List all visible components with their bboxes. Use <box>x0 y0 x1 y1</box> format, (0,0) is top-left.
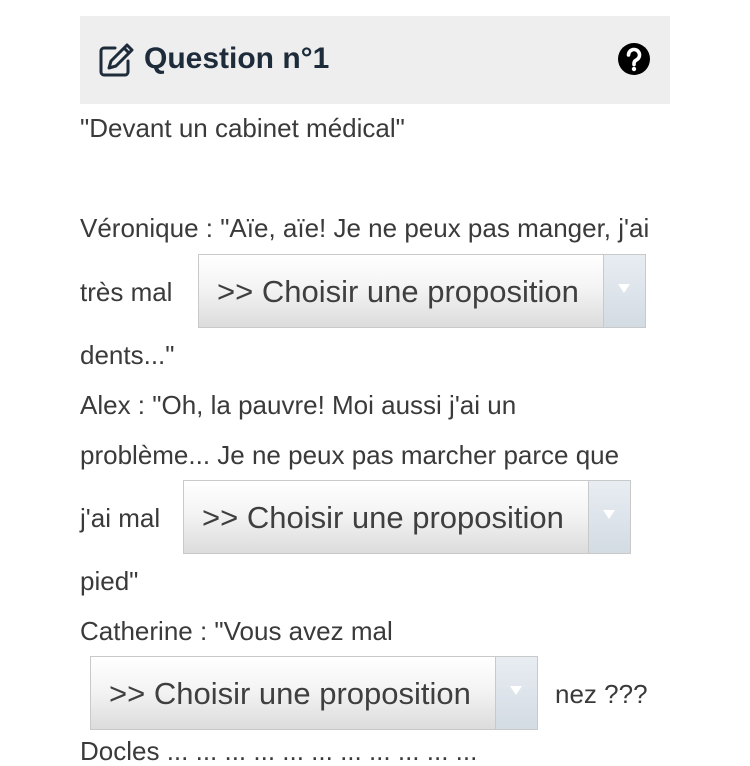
dialogue-intro: "Devant un cabinet médical" <box>80 113 405 143</box>
dialogue-line: nez ??? <box>555 679 648 709</box>
dialogue-line: Véronique : "Aïe, aïe! Je ne peux pas manger, j'ai <box>80 213 650 243</box>
dialogue-line: pied" <box>80 566 139 596</box>
answer-select-3[interactable] <box>90 656 538 730</box>
question-title: Question n°1 <box>144 42 330 75</box>
help-icon[interactable] <box>617 42 651 76</box>
dialogue-line: problème... Je ne peux pas marcher parce que <box>80 440 620 470</box>
edit-icon <box>99 43 135 77</box>
dialogue-line: très mal <box>80 277 173 307</box>
dialogue-line: j'ai mal <box>80 503 161 533</box>
dropdown-arrow-icon[interactable] <box>603 255 645 327</box>
dropdown-arrow-icon[interactable] <box>588 481 630 553</box>
dialogue-line-partial: Docles ... ... ... ... ... ... ... ... ... ... ... <box>80 736 478 766</box>
dialogue-line: Catherine : "Vous avez mal <box>80 616 393 646</box>
select-label: >> Choisir une proposition <box>109 676 471 711</box>
dropdown-arrow-icon[interactable] <box>495 657 537 729</box>
select-label: >> Choisir une proposition <box>217 274 579 309</box>
dialogue-line: dents..." <box>80 340 175 370</box>
question-header <box>80 16 670 104</box>
answer-select-2[interactable] <box>183 480 631 554</box>
answer-select-1[interactable] <box>198 254 646 328</box>
select-label: >> Choisir une proposition <box>202 500 564 535</box>
dialogue-line: Alex : "Oh, la pauvre! Moi aussi j'ai un <box>80 390 517 420</box>
